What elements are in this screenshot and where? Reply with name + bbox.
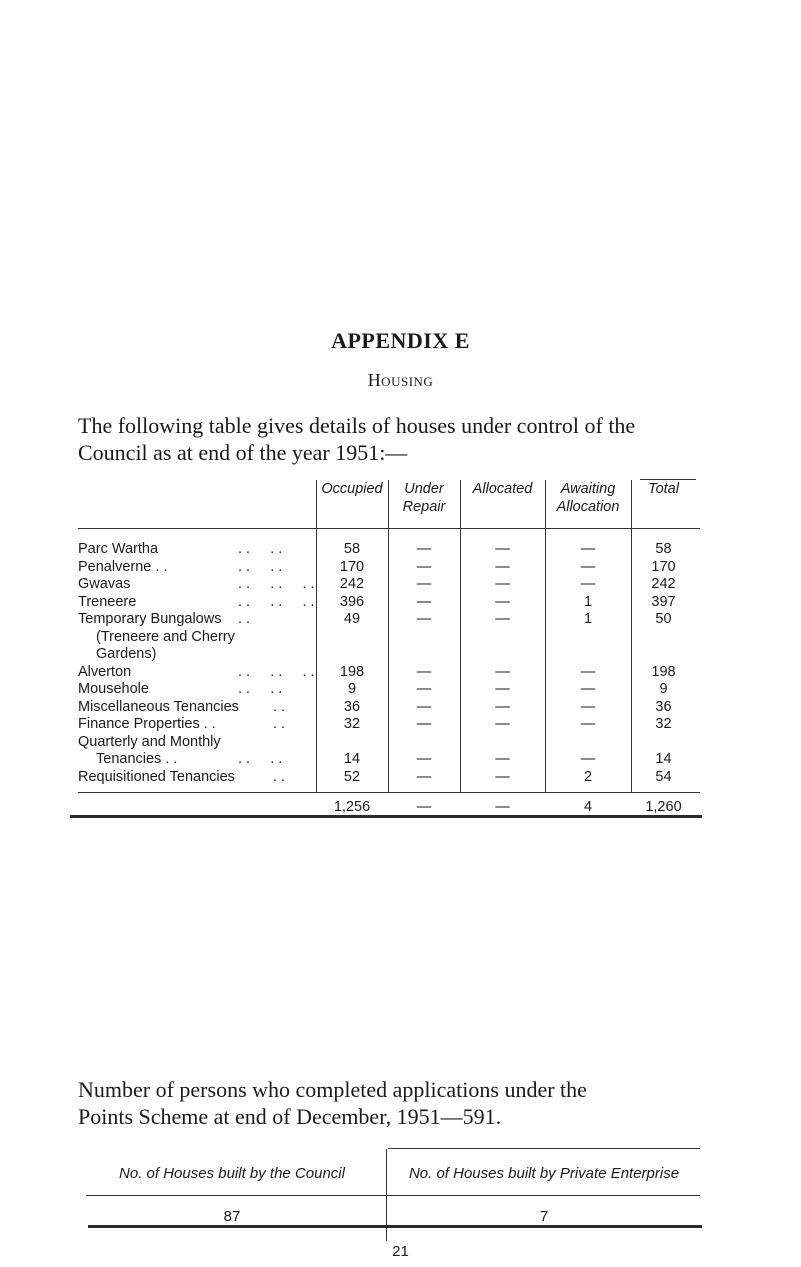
row-occupied: 14 bbox=[343, 751, 361, 767]
row-awaiting: — bbox=[580, 716, 596, 732]
points-line-2: Points Scheme at end of December, 1951—591. bbox=[78, 1104, 502, 1129]
row-name: Alverton bbox=[78, 663, 132, 680]
intro-line-1: The following table gives details of houses under control of the bbox=[78, 413, 636, 438]
row-allocated: — bbox=[495, 698, 510, 715]
row-name: (Treneere and Cherry bbox=[96, 628, 235, 645]
row-total: 58 bbox=[655, 541, 672, 557]
row-name: Quarterly and Monthly bbox=[78, 733, 221, 750]
row-repair: — bbox=[416, 698, 432, 715]
row-occupied: 36 bbox=[343, 698, 361, 715]
table-bottom-rule bbox=[70, 815, 702, 818]
row-repair: — bbox=[416, 751, 432, 767]
total-repair: — bbox=[416, 799, 432, 815]
row-awaiting: — bbox=[580, 698, 596, 715]
houses-header-rule bbox=[86, 1195, 700, 1196]
row-name: Mousehole bbox=[78, 681, 149, 697]
row-total: 32 bbox=[655, 716, 672, 732]
col-divider bbox=[460, 480, 461, 793]
row-leader-dots: . . . . bbox=[238, 751, 283, 767]
page-number: 21 bbox=[392, 1243, 409, 1260]
row-total: 242 bbox=[651, 576, 676, 592]
row-awaiting: — bbox=[580, 751, 596, 767]
row-repair: — bbox=[416, 716, 432, 732]
row-awaiting: — bbox=[580, 558, 596, 575]
total-awaiting: 4 bbox=[583, 799, 593, 815]
houses-bottom-rule bbox=[88, 1225, 702, 1228]
row-total: 170 bbox=[651, 558, 676, 575]
row-awaiting: 1 bbox=[583, 611, 593, 627]
header-awaiting-1: Awaiting bbox=[560, 481, 616, 497]
row-repair: — bbox=[416, 768, 432, 785]
row-awaiting: — bbox=[580, 576, 596, 592]
row-allocated: — bbox=[495, 751, 510, 767]
row-name: Miscellaneous Tenancies bbox=[78, 698, 239, 715]
row-occupied: 32 bbox=[343, 716, 361, 732]
row-awaiting: — bbox=[580, 663, 596, 680]
row-occupied: 52 bbox=[343, 768, 361, 785]
row-allocated: — bbox=[495, 768, 510, 785]
row-name: Parc Wartha bbox=[78, 541, 159, 557]
totals-rule bbox=[78, 792, 700, 793]
row-awaiting: 1 bbox=[583, 593, 593, 610]
private-houses-header: No. of Houses built by Private Enterprise bbox=[408, 1165, 680, 1182]
header-awaiting-2: Allocation bbox=[556, 499, 620, 515]
row-repair: — bbox=[416, 681, 432, 697]
private-houses-value: 7 bbox=[539, 1208, 549, 1225]
row-allocated: — bbox=[495, 558, 510, 575]
header-occupied: Occupied bbox=[321, 481, 383, 497]
row-repair: — bbox=[416, 611, 432, 627]
row-total: 9 bbox=[659, 681, 668, 697]
row-allocated: — bbox=[495, 593, 510, 610]
houses-top-rule bbox=[388, 1148, 700, 1149]
total-total: 1,260 bbox=[645, 799, 682, 815]
row-leader-dots: . . . . bbox=[238, 681, 283, 697]
row-leader-dots: . . . . bbox=[238, 558, 283, 575]
total-occupied: 1,256 bbox=[333, 799, 371, 815]
col-divider bbox=[545, 480, 546, 793]
row-repair: — bbox=[416, 663, 432, 680]
row-occupied: 170 bbox=[339, 558, 365, 575]
header-allocated: Allocated bbox=[472, 481, 533, 497]
row-repair: — bbox=[416, 593, 432, 610]
row-total: 54 bbox=[655, 768, 672, 785]
row-leader-dots: . . bbox=[273, 698, 286, 715]
row-name: Penalverne . . bbox=[78, 558, 168, 575]
row-allocated: — bbox=[495, 681, 510, 697]
row-total: 14 bbox=[655, 751, 672, 767]
header-under-repair-1: Under bbox=[404, 481, 444, 497]
row-awaiting: 2 bbox=[583, 768, 593, 785]
row-name: Tenancies . . bbox=[96, 751, 178, 767]
top-rule bbox=[640, 479, 696, 480]
row-leader-dots: . . bbox=[273, 768, 286, 785]
row-occupied: 396 bbox=[339, 593, 365, 610]
council-houses-header: No. of Houses built by the Council bbox=[119, 1165, 345, 1182]
row-repair: — bbox=[416, 541, 432, 557]
row-occupied: 49 bbox=[343, 611, 361, 627]
row-awaiting: — bbox=[580, 681, 596, 697]
row-leader-dots: . . bbox=[273, 716, 286, 732]
row-leader-dots: . . bbox=[238, 611, 251, 627]
row-total: 397 bbox=[651, 593, 676, 610]
header-total: Total bbox=[648, 481, 679, 497]
row-repair: — bbox=[416, 576, 432, 592]
row-total: 50 bbox=[655, 611, 672, 627]
row-name: Temporary Bungalows bbox=[78, 611, 222, 627]
row-name: Gardens) bbox=[96, 646, 157, 662]
row-name: Treneere bbox=[78, 593, 137, 610]
row-name: Requisitioned Tenancies bbox=[78, 768, 235, 785]
row-leader-dots: . . . . . . bbox=[238, 593, 315, 610]
row-occupied: 9 bbox=[347, 681, 357, 697]
col-divider bbox=[631, 480, 632, 793]
row-leader-dots: . . . . . . bbox=[238, 576, 315, 592]
row-awaiting: — bbox=[580, 541, 596, 557]
appendix-title: APPENDIX E bbox=[331, 328, 470, 353]
header-under-repair-2: Repair bbox=[402, 499, 446, 515]
row-allocated: — bbox=[495, 663, 510, 680]
total-allocated: — bbox=[495, 799, 510, 815]
row-leader-dots: . . . . bbox=[238, 541, 283, 557]
council-houses-value: 87 bbox=[223, 1208, 241, 1225]
section-title: Housing bbox=[367, 370, 434, 390]
row-name: Gwavas bbox=[78, 576, 131, 592]
row-allocated: — bbox=[495, 576, 510, 592]
col-divider bbox=[388, 480, 389, 793]
row-allocated: — bbox=[495, 611, 510, 627]
header-rule bbox=[78, 528, 700, 529]
row-allocated: — bbox=[495, 716, 510, 732]
row-repair: — bbox=[416, 558, 432, 575]
points-line-1: Number of persons who completed applications under the bbox=[78, 1077, 587, 1102]
row-allocated: — bbox=[495, 541, 510, 557]
row-occupied: 58 bbox=[343, 541, 361, 557]
intro-line-2: Council as at end of the year 1951:— bbox=[78, 440, 408, 465]
row-total: 36 bbox=[655, 698, 672, 715]
row-occupied: 198 bbox=[339, 663, 365, 680]
row-total: 198 bbox=[651, 663, 676, 680]
col-divider bbox=[316, 480, 317, 793]
row-name: Finance Properties . . bbox=[78, 716, 216, 732]
row-occupied: 242 bbox=[339, 576, 365, 592]
row-leader-dots: . . . . . . bbox=[238, 663, 315, 680]
